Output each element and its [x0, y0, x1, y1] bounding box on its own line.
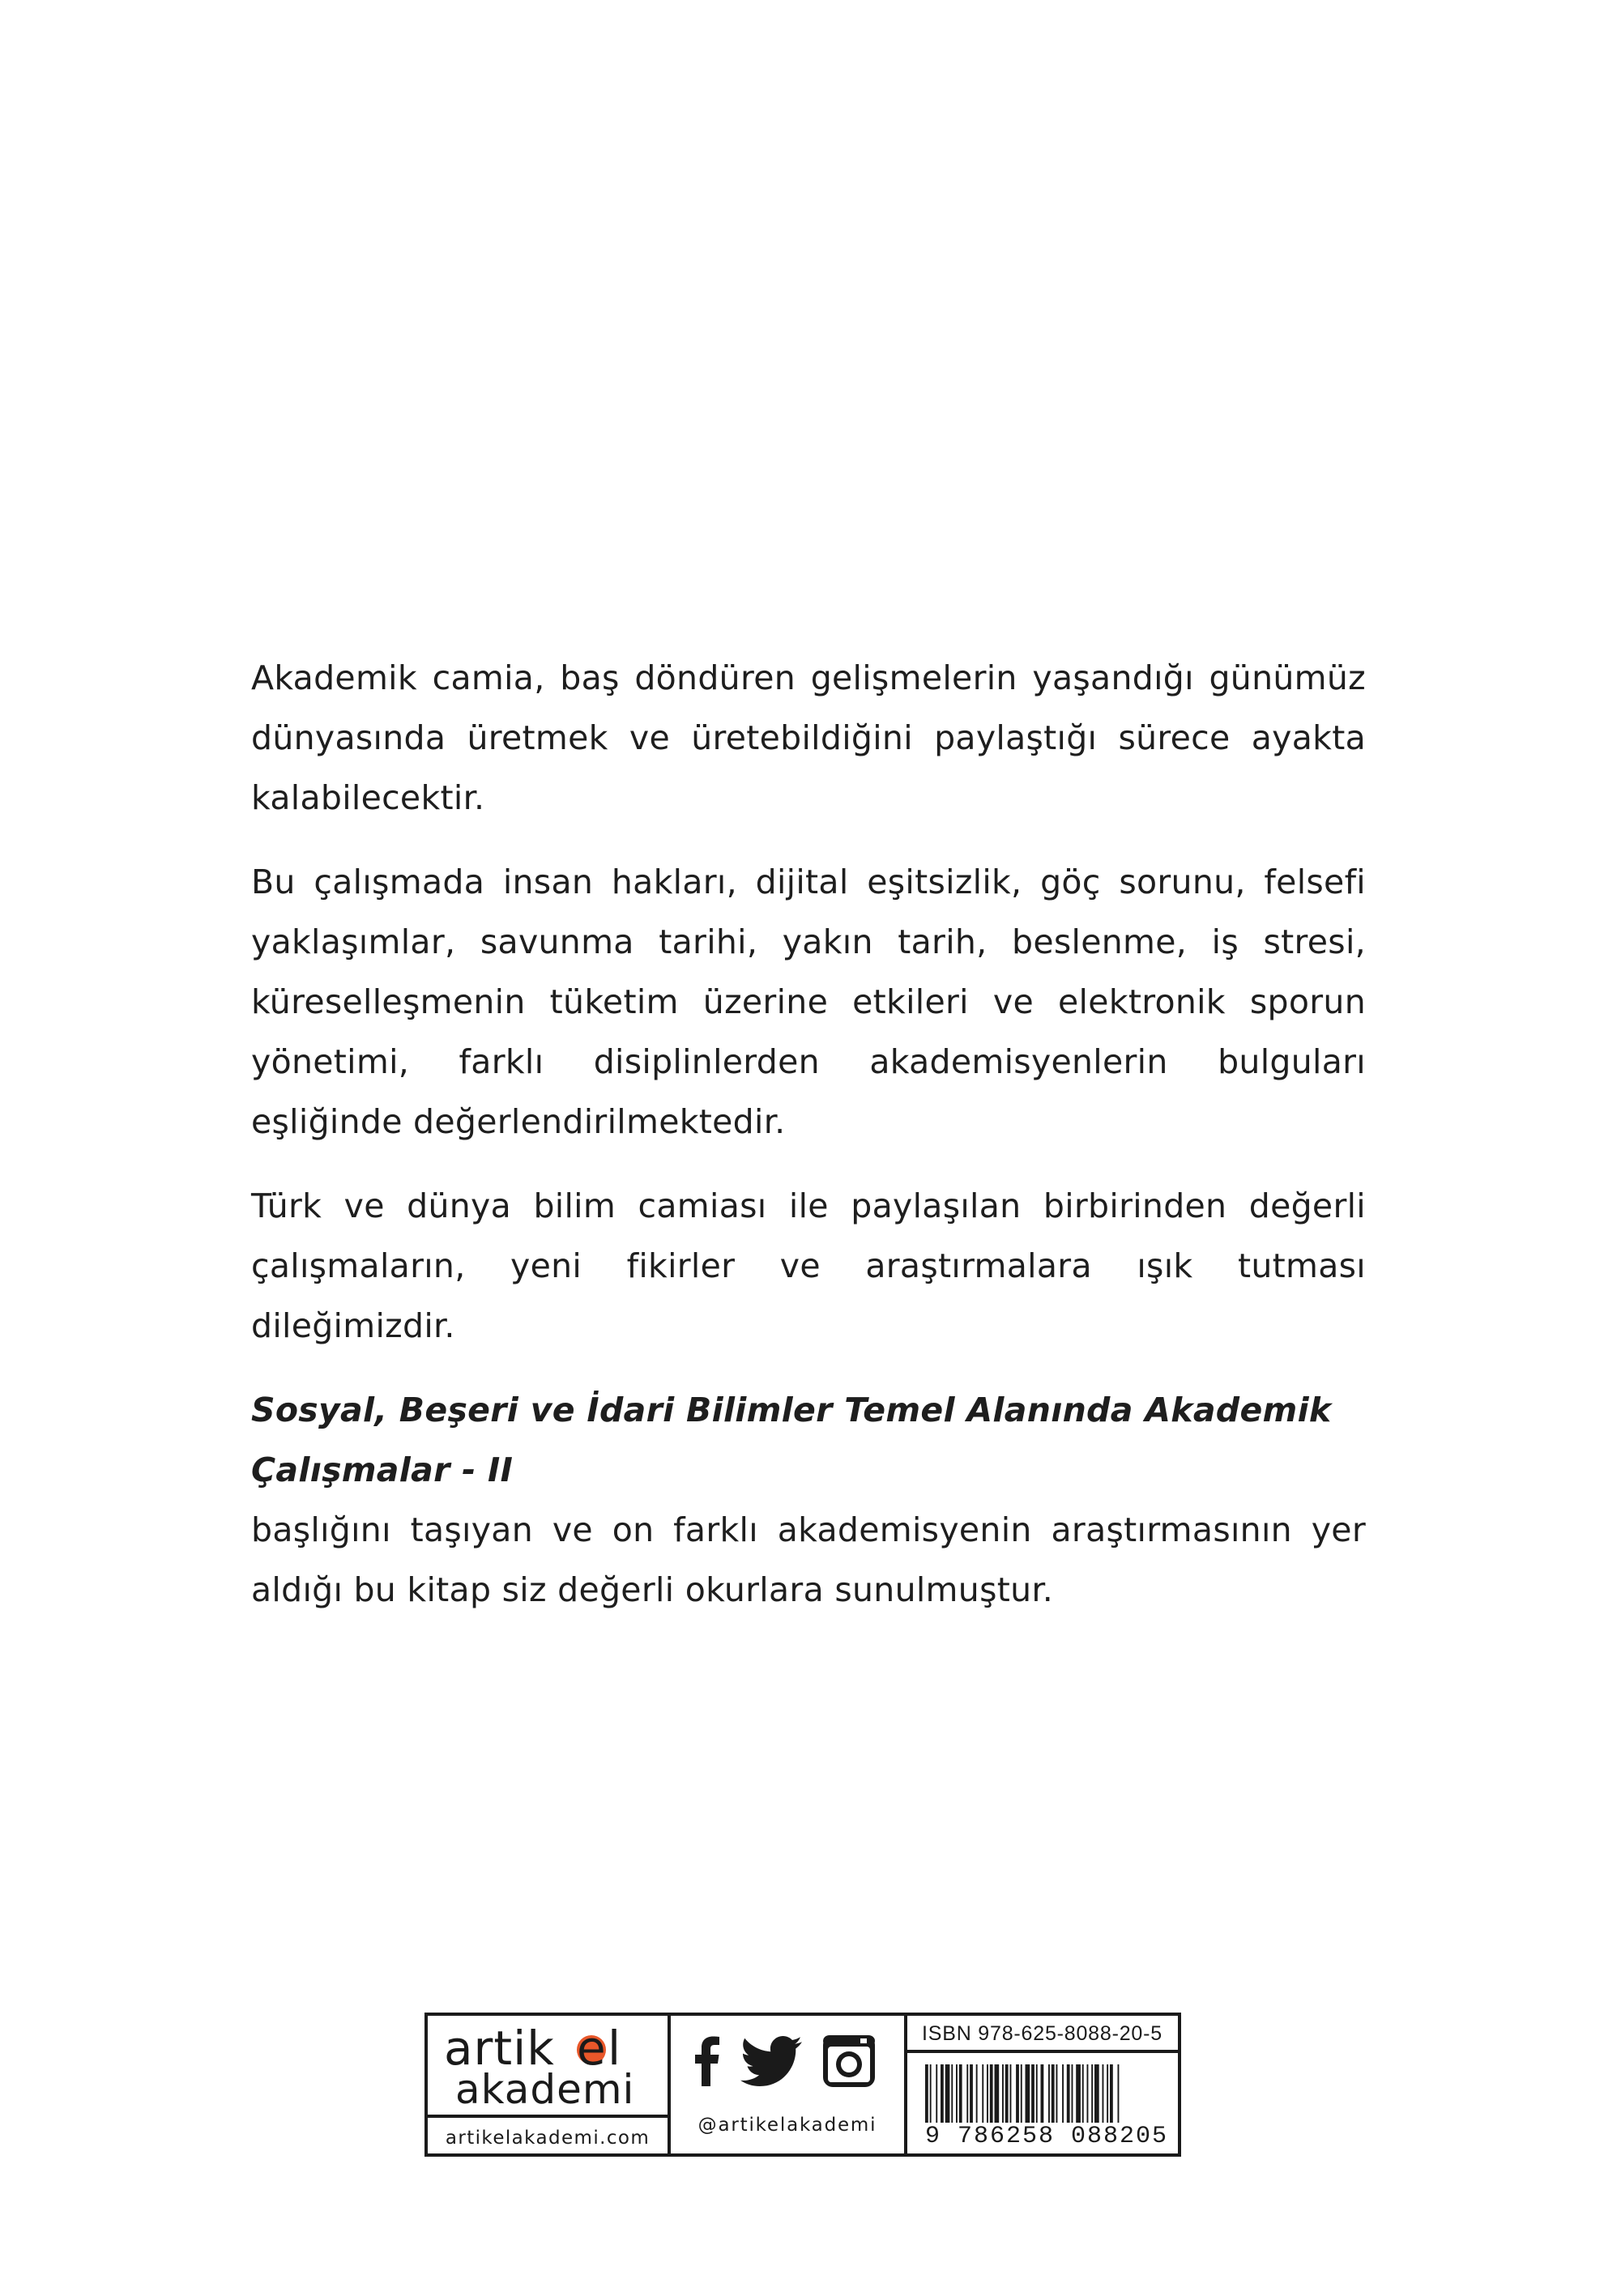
barcode-bar: [936, 2064, 937, 2128]
barcode-bar: [1021, 2064, 1022, 2128]
svg-text:e: e: [577, 2022, 606, 2076]
isbn-label: ISBN 978-625-8088-20-5: [907, 2016, 1178, 2053]
barcode-bar: [930, 2064, 932, 2128]
barcode-bar: [1087, 2064, 1089, 2128]
barcode-bar: [995, 2064, 1000, 2128]
barcode-bar: [1052, 2064, 1055, 2128]
barcode-bar: [1036, 2064, 1038, 2128]
svg-text:artik: artik: [444, 2022, 555, 2076]
barcode-bar: [1118, 2064, 1120, 2128]
artikel-akademi-logo: [444, 2022, 651, 2111]
barcode-bar: [1048, 2064, 1050, 2128]
twitter-icon[interactable]: [740, 2036, 802, 2086]
barcode-bar: [1110, 2064, 1113, 2128]
barcode-bar: [1076, 2064, 1081, 2128]
blurb-paragraph-4-text: başlığını taşıyan ve on farklı akademisyenin araştırmasının yer aldığı bu kitap siz değerli okurlara sunulmuştur.: [251, 1510, 1366, 1609]
publisher-logo: [428, 2016, 668, 2118]
blurb-paragraph-4: [251, 1380, 1366, 1620]
barcode-bar: [976, 2064, 978, 2128]
isbn-digits: 9 786258 088205: [925, 2123, 1169, 2150]
isbn-cell: [904, 2016, 1178, 2153]
barcode-bar: [941, 2064, 944, 2128]
instagram-icon[interactable]: [823, 2035, 875, 2087]
facebook-icon[interactable]: [695, 2036, 719, 2086]
barcode-bar: [1005, 2064, 1009, 2128]
social-icons-row: [695, 2035, 875, 2087]
svg-text:akademi: akademi: [455, 2066, 635, 2111]
barcode-bar: [959, 2064, 962, 2128]
barcode-bar: [1067, 2064, 1070, 2128]
blurb-paragraph-1: Akademik camia, baş döndüren gelişmelerin yaşandığı günümüz dünyasında üretmek ve üretebildiğini paylaştığı sürece ayakta kalabilecektir.: [251, 658, 1366, 817]
barcode-bar: [1082, 2064, 1084, 2128]
barcode-bar: [990, 2064, 993, 2128]
barcode-bar: [956, 2064, 958, 2128]
publisher-brand-cell: [428, 2016, 668, 2153]
barcode-bar: [1041, 2064, 1044, 2128]
barcode-bar: [1091, 2064, 1093, 2128]
barcode-bar: [1107, 2064, 1108, 2128]
barcode-bar: [951, 2064, 953, 2128]
blurb-paragraph-2: Bu çalışmada insan hakları, dijital eşitsizlik, göç sorunu, felsefi yaklaşımlar, savunma tarihi, yakın tarih, beslenme, iş stresi, küreselleşmenin tüketim üzerine etkileri ve elektronik sporun yönetimi, farklı disiplinlerden akademisyenlerin bulguları eşliğinde değerlendirilmektedir.: [251, 863, 1366, 1141]
barcode-bar: [987, 2064, 988, 2128]
back-cover-blurb: [251, 648, 1366, 1644]
svg-text:l: l: [608, 2022, 621, 2076]
barcode-bar: [945, 2064, 950, 2128]
barcode-bar: [925, 2064, 928, 2128]
book-title: Sosyal, Beşeri ve İdari Bilimler Temel Alanında Akademik Çalışmalar - II: [251, 1391, 1332, 1489]
barcode-bar: [982, 2064, 983, 2128]
publisher-website[interactable]: artikelakademi.com: [445, 2128, 651, 2149]
publisher-info-box: [424, 2013, 1181, 2157]
blurb-paragraph-3: Türk ve dünya bilim camiası ile paylaşılan birbirinden değerli çalışmaların, yeni fikirler ve araştırmalara ışık tutması dileğimizdir.: [251, 1186, 1366, 1345]
barcode-bar: [1062, 2064, 1064, 2128]
barcode-bar: [970, 2064, 973, 2128]
barcode-bar: [1016, 2064, 1019, 2128]
barcode-bar: [1026, 2064, 1030, 2128]
barcode-bar: [1072, 2064, 1073, 2128]
barcode-bar: [1103, 2064, 1104, 2128]
barcode-bar: [1031, 2064, 1034, 2128]
social-cell: [668, 2016, 904, 2153]
isbn-barcode: [925, 2064, 1168, 2128]
barcode-bar: [1002, 2064, 1004, 2128]
barcode-bar: [1094, 2064, 1099, 2128]
barcode-bar: [1056, 2064, 1058, 2128]
barcode-bar: [1010, 2064, 1012, 2128]
barcode-bar: [966, 2064, 968, 2128]
social-handle[interactable]: @artikelakademi: [697, 2115, 877, 2136]
